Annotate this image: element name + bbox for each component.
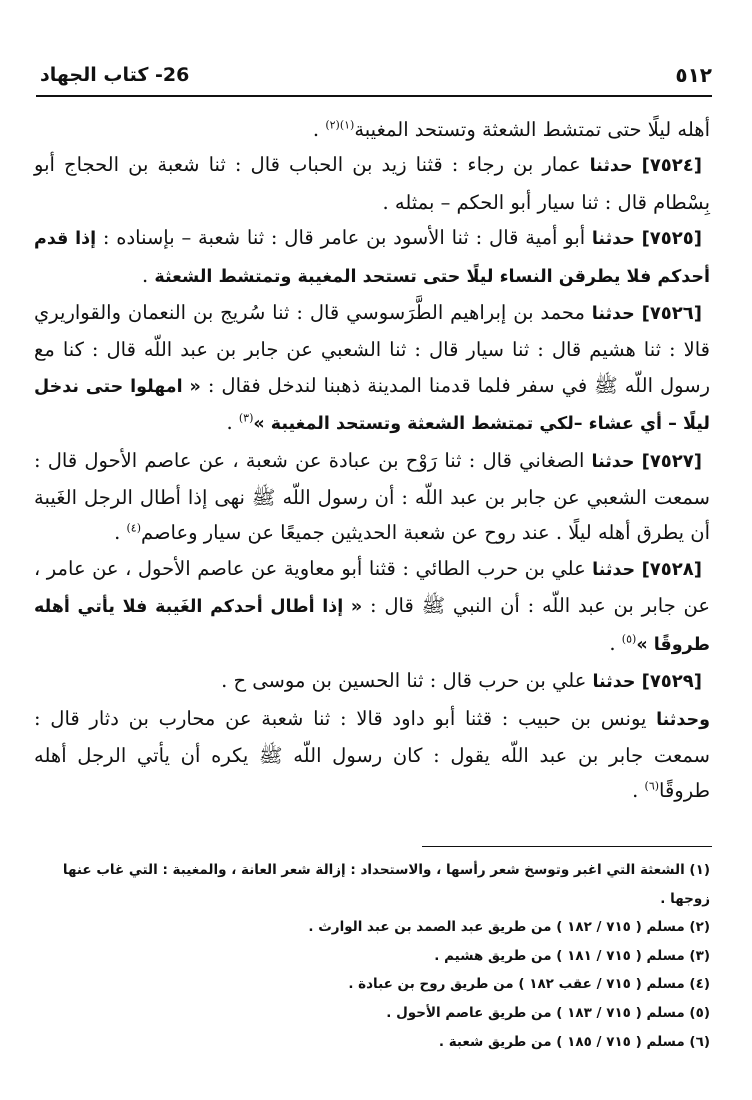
footnote-6: (٦) مسلم ( ٧١٥ / ١٨٥ ) من طريق شعبة . (438, 1033, 710, 1050)
hadith-7529 (34, 663, 710, 700)
footnote-ref: (٤) (126, 521, 141, 535)
hadith-text: علي بن حرب الطائي : قثنا أبو معاوية عن عاصم الأحول ، عن عامر ، عن جابر بن عبد اللّه : أن النبي ﷺ قال : (34, 556, 711, 618)
hadith-lead: حدثنا (580, 156, 642, 177)
hadith-lead: وحدثنا (646, 709, 710, 730)
hadith-number: [٧٥٢٤] (641, 155, 702, 177)
page-number: ٥١٢ (675, 63, 712, 87)
hadith-lead: حدثنا (584, 304, 642, 325)
hadith-text: علي بن حرب قال : ثنا الحسين بن موسى ح . (221, 669, 587, 693)
page-header (40, 58, 712, 92)
hadith-lead: حدثنا (585, 559, 642, 580)
hadith-text: عمار بن رجاء : قثنا زيد بن الحباب قال : ثنا شعبة بن الحجاج أبو بِسْطام قال : ثنا سيار أبو الحكم – بمثله . (34, 153, 710, 214)
hadith-number: [٧٥٢٩] (641, 671, 702, 693)
hadith-text: محمد بن إبراهيم الطَّرَسوسي قال : ثنا سُريج بن النعمان والقواريري قالا : ثنا هشيم قال : ثنا سيار قال : ثنا الشعبي عن جابر بن عبد اللّه قال : كنا مع رسول اللّه ﷺ في سفر فلما قدمنا المدينة ذهبنا لندخل فقال : (34, 301, 710, 397)
hadith-7525 (34, 220, 710, 295)
paragraph-text: أهله ليلًا حتى تمتشط الشعثة وتستحد المغيبة (354, 118, 710, 141)
hadith-matn: « امهلوا حتى ندخل ليلًا – أي عشاء –لكي تمتشط الشعثة وتستحد المغيبة » (34, 376, 710, 435)
paragraph-end: . (226, 411, 239, 435)
hadith-number: [٧٥٢٦] (641, 303, 702, 325)
hadith-7528 (34, 551, 710, 663)
hadith-text: الصغاني قال : ثنا رَوْح بن عبادة عن شعبة ، عن عاصم الأحول قال : سمعت الشعبي عن جابر بن عبد اللّه : أن رسول اللّه ﷺ نهى إذا أطال الرجل الغَيبة أن يطرق أهله ليلًا . عند روح عن شعبة الحديثين جميعًا عن سيار وعاصم (34, 448, 710, 545)
hadith-number: [٧٥٢٧] (641, 450, 702, 472)
hadith-7529-second-chain (34, 701, 710, 809)
footnote-ref: (٣) (238, 411, 254, 425)
footnote-ref: (١)(٢) (325, 118, 355, 132)
hadith-7524 (34, 147, 710, 220)
footnote-5: (٥) مسلم ( ٧١٥ / ١٨٣ ) من طريق عاصم الأحول . (386, 1004, 710, 1021)
paragraph-end: . (141, 263, 155, 287)
hadith-text: يونس بن حبيب : قثنا أبو داود قالا : ثنا شعبة عن محارب بن دثار قال : سمعت جابر بن عبد اللّه يقول : كان رسول اللّه ﷺ يكره أن يأتي الرجل أهله طروقًا (34, 706, 710, 803)
paragraph-end: . (609, 631, 622, 655)
footnote-ref: (٦) (644, 779, 660, 793)
footnote-rule (422, 846, 712, 847)
hadith-7526 (34, 295, 710, 443)
hadith-number: [٧٥٢٨] (641, 558, 702, 580)
hadith-matn: إذا قدم أحدكم فلا يطرقن النساء ليلًا حتى تستحد المغيبة وتمتشط الشعثة (34, 229, 710, 287)
footnote-1: (١) الشعثة التي اغبر وتوسخ شعر رأسها ، والاستحداد : إزالة شعر العانة ، والمغيبة : التي غاب عنها زوجها . (62, 862, 710, 907)
hadith-lead: حدثنا (585, 229, 642, 250)
chapter-title: 26- كتاب الجهاد (40, 64, 190, 86)
header-rule (36, 95, 712, 97)
hadith-matn: « إذا أطال أحدكم الغَيبة فلا يأتي أهله طروقًا » (34, 597, 710, 655)
footnote-4: (٤) مسلم ( ٧١٥ / عقب ١٨٢ ) من طريق روح بن عبادة . (348, 976, 710, 993)
footnotes (34, 856, 710, 1056)
paragraph-end: . (632, 779, 645, 803)
main-text (34, 112, 710, 809)
paragraph-end: . (114, 521, 127, 545)
hadith-text: أبو أمية قال : ثنا الأسود بن عامر قال : ثنا شعبة – بإسناده : (96, 226, 586, 250)
hadith-number: [٧٥٢٥] (641, 228, 702, 250)
hadith-7527 (34, 443, 710, 551)
footnote-3: (٣) مسلم ( ٧١٥ / ١٨١ ) من طريق هشيم . (434, 947, 710, 964)
footnote-ref: (٥) (621, 632, 637, 646)
hadith-lead: حدثنا (586, 672, 642, 693)
paragraph-end: . (312, 118, 326, 141)
paragraph-continuation (34, 112, 710, 147)
footnote-2: (٢) مسلم ( ٧١٥ / ١٨٢ ) من طريق عبد الصمد بن عبد الوارث . (308, 919, 710, 936)
hadith-lead: حدثنا (584, 451, 642, 472)
